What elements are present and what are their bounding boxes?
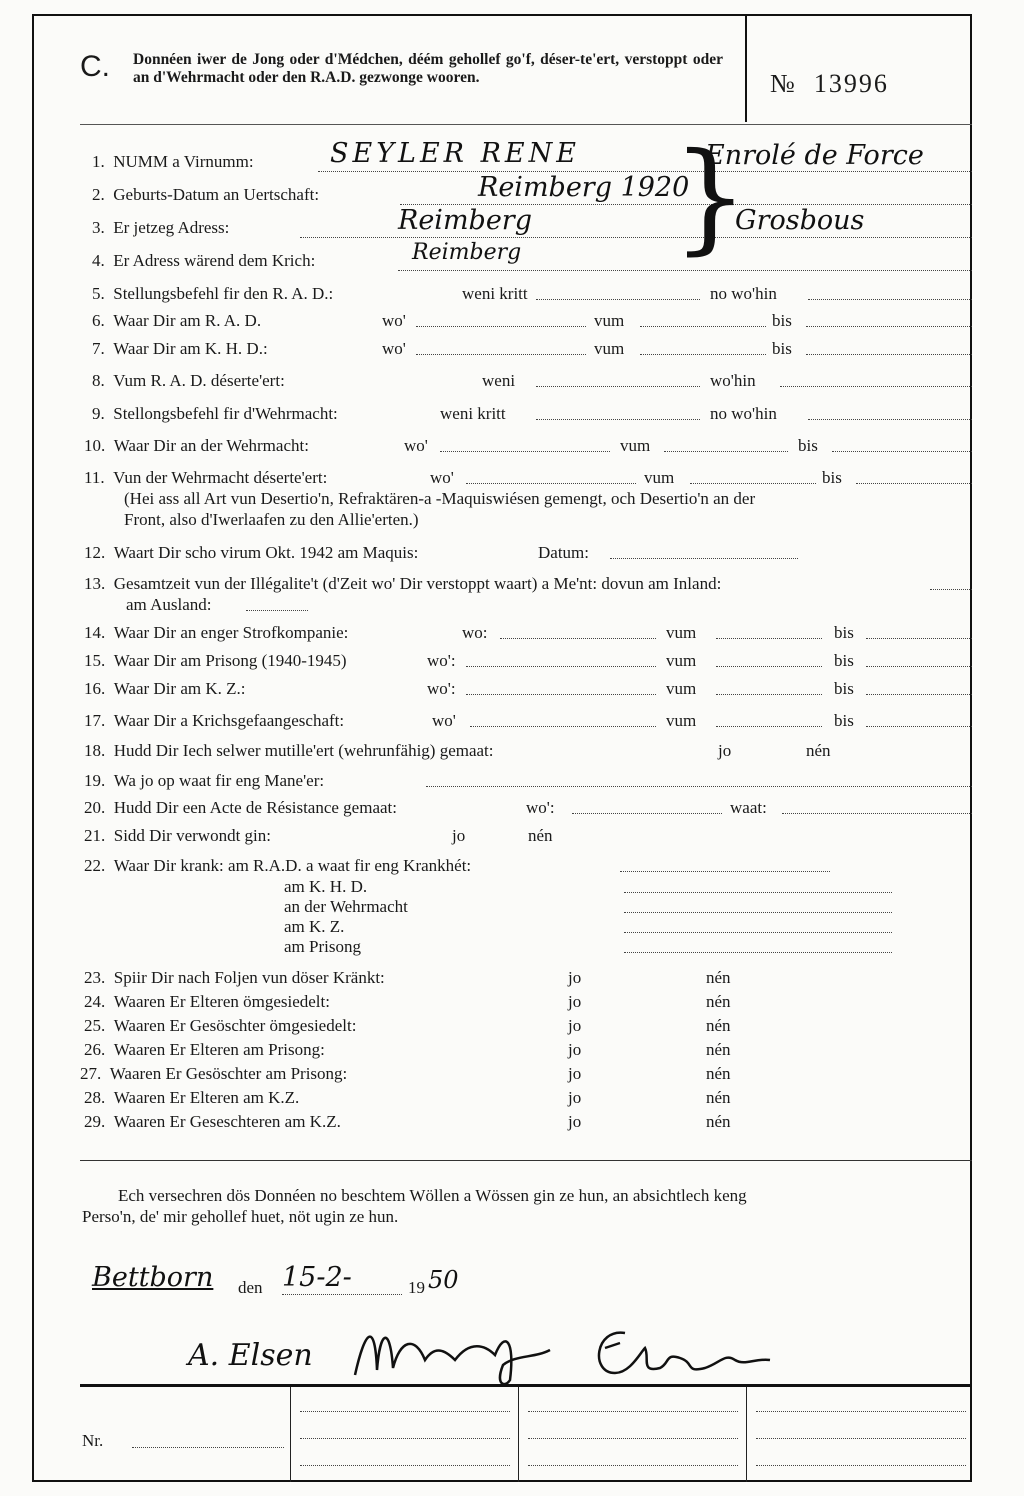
dotted-line [756,1437,966,1439]
row-27-yes: jo [568,1064,582,1083]
row-26: 26. Waaren Er Elteren am Prisong: [84,1040,325,1059]
row-21: 21. Sidd Dir verwondt gin: [84,826,271,845]
dotted-line [782,812,972,814]
dotted-line [866,665,972,667]
dotted-line [610,557,798,559]
dotted-line [466,693,656,695]
number-sign: № [770,69,797,98]
dotted-line [466,482,636,484]
row-12-a: Datum: [538,543,589,562]
handwritten-name: SEYLER RENE [330,138,580,169]
row-1: 1. NUMM a Virnumm: [92,152,254,171]
dotted-line [282,1293,402,1295]
row-7-a: wo' [382,339,406,358]
row-17: 17. Waar Dir a Krichsgefaangeschaft: [84,711,345,730]
nr-field [132,1446,284,1448]
row-14-a: wo: [462,623,488,642]
row-27: 27. Waaren Er Gesöschter am Prisong: [80,1064,348,1083]
row-23-no: nén [706,968,731,987]
dotted-line [716,725,822,727]
dotted-line [806,325,972,327]
row-5-b: no wo'hin [710,284,777,303]
year-prefix: 19 [408,1278,425,1297]
dotted-line [536,385,700,387]
handwritten-birth: Reimberg 1920 [478,172,690,203]
row-6: 6. Waar Dir am R. A. D. [92,311,262,330]
dotted-line [866,725,972,727]
dotted-line [300,236,972,238]
row-20: 20. Hudd Dir een Acte de Résistance gemaat: [84,798,397,817]
row-11-a: wo' [430,468,454,487]
row-22-sub-2: an der Wehrmacht [284,897,408,916]
row-11-note-2: Front, also d'Iwerlaafen zu den Allie'erten.) [124,510,419,529]
handwritten-note-2: Grosbous [735,205,865,236]
row-8-a: weni [482,371,516,390]
row-29-no: nén [706,1112,731,1131]
dotted-line [466,665,656,667]
dotted-line [716,665,822,667]
row-7: 7. Waar Dir am K. H. D.: [92,339,268,358]
dotted-line [536,418,700,420]
row-28-no: nén [706,1088,731,1107]
row-7-b: vum [594,339,625,358]
row-22-sub-3: am K. Z. [284,917,345,936]
row-17-a: wo' [432,711,456,730]
dotted-line [664,450,788,452]
row-17-c: bis [834,711,854,730]
row-20-a: wo': [526,798,555,817]
dotted-line [756,1410,966,1412]
handwritten-year: 50 [428,1266,459,1294]
dotted-line [470,725,656,727]
dotted-line [426,785,972,787]
dotted-line [416,353,586,355]
dotted-line [300,1464,510,1466]
bottom-rule-top [80,1384,972,1387]
signature-1: A. Elsen [188,1338,313,1373]
dotted-line [832,450,972,452]
dotted-line [690,482,816,484]
row-26-yes: jo [568,1040,582,1059]
row-8: 8. Vum R. A. D. déserte'ert: [92,371,285,390]
row-25-yes: jo [568,1016,582,1035]
row-25: 25. Waaren Er Gesöschter ömgesiedelt: [84,1016,357,1035]
row-3: 3. Er jetzeg Adress: [92,218,230,237]
row-12: 12. Waart Dir scho virum Okt. 1942 am Maquis: [84,543,419,562]
row-6-b: vum [594,311,625,330]
row-6-c: bis [772,311,792,330]
dotted-line [440,450,610,452]
number-value: 13996 [813,69,889,98]
row-15: 15. Waar Dir am Prisong (1940-1945) [84,651,347,670]
row-13-abroad: am Ausland: [126,595,212,614]
row-11: 11. Vun der Wehrmacht déserte'ert: [84,468,328,487]
dotted-line [300,1410,510,1412]
dotted-line [536,298,700,300]
row-11-c: bis [822,468,842,487]
row-16-c: bis [834,679,854,698]
row-10-c: bis [798,436,818,455]
row-6-a: wo' [382,311,406,330]
row-15-b: vum [666,651,697,670]
dotted-line [624,931,892,933]
signature-2 [345,1310,565,1390]
form-header-text: Donnéen iwer de Jong oder d'Médchen, déém gehollef go'f, déser-te'ert, verstoppt oder an d'Wehrmacht oder den R.A.D. gezwonge wooren. [133,51,723,86]
row-9-b: no wo'hin [710,404,777,423]
row-26-no: nén [706,1040,731,1059]
declaration-line-2: Perso'n, de' mir gehollef huet, nöt ugin ze hun. [82,1207,399,1226]
brace: } [672,128,749,267]
dotted-line [930,588,972,590]
header-rule [80,124,972,125]
header-divider [745,14,747,122]
dotted-line [716,637,822,639]
row-22-sub-1: am K. H. D. [284,877,368,896]
handwritten-address: Reimberg [398,205,532,236]
dotted-line [528,1437,738,1439]
row-16-a: wo': [427,679,456,698]
row-25-no: nén [706,1016,731,1035]
row-16: 16. Waar Dir am K. Z.: [84,679,246,698]
row-14: 14. Waar Dir an enger Strofkompanie: [84,623,349,642]
row-21-yes: jo [452,826,466,845]
row-5: 5. Stellungsbefehl fir den R. A. D.: [92,284,334,303]
row-17-b: vum [666,711,697,730]
handwritten-war-address: Reimberg [412,240,522,265]
row-9-a: weni kritt [440,404,506,423]
row-28: 28. Waaren Er Elteren am K.Z. [84,1088,300,1107]
row-15-a: wo': [427,651,456,670]
dotted-line [624,911,892,913]
row-21-no: nén [528,826,553,845]
dotted-line [624,891,892,893]
dotted-line [500,637,656,639]
row-19: 19. Wa jo op waat fir eng Mane'er: [84,771,325,790]
row-23: 23. Spiir Dir nach Foljen vun döser Kränkt: [84,968,385,987]
dotted-line [866,693,972,695]
dotted-line [300,1437,510,1439]
row-28-yes: jo [568,1088,582,1107]
dotted-line [640,325,766,327]
date-den: den [238,1278,263,1297]
dotted-line [572,812,722,814]
dotted-line [416,325,586,327]
dotted-line [624,951,892,953]
row-18-no: nén [806,741,831,760]
row-13: 13. Gesamtzeit vun der Illégalite't (d'Zeit wo' Dir verstoppt waart) a Me'nt: dovun am Inland: [84,574,722,593]
handwritten-date: 15-2- [282,1262,352,1293]
dotted-line [620,870,830,872]
row-10: 10. Waar Dir an der Wehrmacht: [84,436,309,455]
handwritten-note-1: Enrolé de Force [705,140,924,171]
row-11-note-1: (Hei ass all Art vun Desertio'n, Refraktären-a -Maquiswiésen gemengt, och Desertio'n an der [124,489,756,508]
row-14-c: bis [834,623,854,642]
section-rule [80,1160,972,1161]
declaration-line-1: Ech versechren dös Donnéen no beschtem Wöllen a Wössen gin ze hun, an absichtlech keng [118,1186,747,1205]
row-16-b: vum [666,679,697,698]
dotted-line [866,637,972,639]
row-8-b: wo'hin [710,371,756,390]
dotted-line [640,353,766,355]
section-letter: C. [80,50,110,83]
table-divider [290,1387,291,1482]
dotted-line [806,353,972,355]
row-29: 29. Waaren Er Geseschteren am K.Z. [84,1112,341,1131]
row-23-yes: jo [568,968,582,987]
dotted-line [808,298,972,300]
row-18-yes: jo [718,741,732,760]
nr-label: Nr. [82,1431,104,1450]
handwritten-place: Bettborn [92,1262,214,1293]
row-10-b: vum [620,436,651,455]
dotted-line [528,1410,738,1412]
row-27-no: nén [706,1064,731,1083]
form-number [770,69,889,99]
table-divider [746,1387,747,1482]
dotted-line [716,693,822,695]
row-24: 24. Waaren Er Elteren ömgesiedelt: [84,992,330,1011]
row-18: 18. Hudd Dir Iech selwer mutille'ert (wehrunfähig) gemaat: [84,741,494,760]
row-11-b: vum [644,468,675,487]
dotted-line [246,609,308,611]
dotted-line [856,482,972,484]
row-9: 9. Stellongsbefehl fir d'Wehrmacht: [92,404,338,423]
dotted-line [808,418,972,420]
row-22: 22. Waar Dir krank: am R.A.D. a waat fir eng Krankhét: [84,856,472,875]
dotted-line [398,269,972,271]
row-24-no: nén [706,992,731,1011]
row-20-b: waat: [730,798,767,817]
row-7-c: bis [772,339,792,358]
row-5-a: weni kritt [462,284,528,303]
dotted-line [780,385,972,387]
row-29-yes: jo [568,1112,582,1131]
row-2: 2. Geburts-Datum an Uertschaft: [92,185,320,204]
row-4: 4. Er Adress wärend dem Krich: [92,251,316,270]
dotted-line [756,1464,966,1466]
row-10-a: wo' [404,436,428,455]
table-divider [518,1387,519,1482]
row-14-b: vum [666,623,697,642]
dotted-line [528,1464,738,1466]
row-15-c: bis [834,651,854,670]
signature-3 [585,1318,795,1388]
row-24-yes: jo [568,992,582,1011]
row-22-sub-4: am Prisong [284,937,361,956]
